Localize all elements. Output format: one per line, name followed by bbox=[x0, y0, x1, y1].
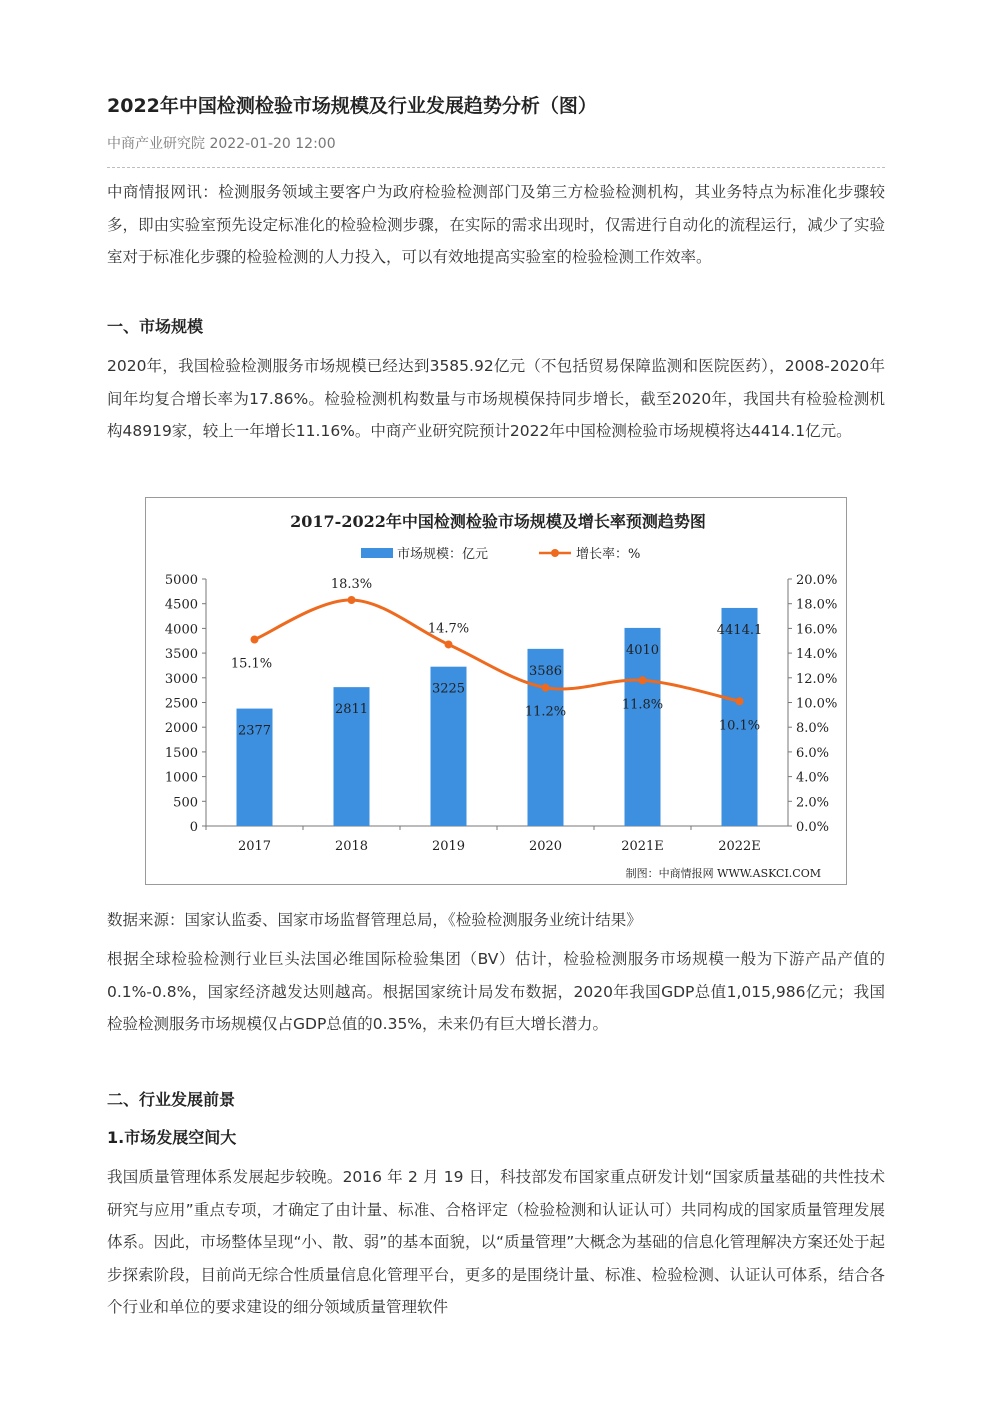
y-right-tick-label: 4.0% bbox=[796, 770, 830, 786]
x-tick-label: 2019 bbox=[431, 839, 466, 854]
data-labels bbox=[231, 577, 762, 739]
line-point bbox=[251, 636, 259, 644]
line-point bbox=[736, 697, 744, 705]
y-left-tick-label: 0 bbox=[189, 820, 198, 835]
y-right-tick-label: 2.0% bbox=[796, 795, 830, 811]
bar-value-label: 4010 bbox=[625, 642, 660, 658]
market-size-paragraph: 2020年，我国检验检测服务市场规模已经达到3585.92亿元（不包括贸易保障监测和医院医药），2008-2020年间年均复合增长率为17.86%。检验检测机构数量与市场规模保持同步增长，截至2020年，我国共有检验检测机构48919家，较上一年增长11.16%。中商产业研究院预计2022年中国检测检验市场规模将达4414.1亿元。 bbox=[107, 357, 885, 440]
y-left-tick-label: 4500 bbox=[164, 597, 198, 613]
bar-value-label: 2811 bbox=[334, 702, 369, 718]
line-value-label: 11.8% bbox=[621, 697, 664, 713]
line-value-label: 18.3% bbox=[330, 576, 373, 592]
divider bbox=[107, 167, 885, 168]
x-tick-label: 2020 bbox=[528, 839, 563, 854]
line-value-label: 11.2% bbox=[524, 704, 567, 720]
bar bbox=[722, 608, 758, 826]
data-source-note: 数据来源：国家认监委、国家市场监督管理总局，《检验检测服务业统计结果》 bbox=[107, 911, 642, 929]
y-right-tick-label: 6.0% bbox=[796, 745, 830, 761]
chart-title: 2017-2022年中国检测检验市场规模及增长率预测趋势图 bbox=[290, 512, 706, 531]
bar-value-label: 2377 bbox=[237, 723, 272, 739]
line-point bbox=[542, 684, 550, 692]
legend-label-bar: 市场规模：亿元 bbox=[397, 547, 489, 562]
y-left-tick-label: 4000 bbox=[164, 622, 198, 638]
chart-legend bbox=[361, 546, 640, 562]
outlook-paragraph: 我国质量管理体系发展起步较晚。2016 年 2 月 19 日，科技部发布国家重点研发计划“国家质量基础的共性技术研究与应用”重点专项，才确定了由计量、标准、合格评定（检验检测和认证认可）共同构成的国家质量管理发展体系。因此，市场整体呈现“小、散、弱”的基本面貌，以“质量管理”大概念为基础的信息化管理解决方案还处于起步探索阶段，目前尚无综合性质量信息化管理平台，更多的是围绕计量、标准、检验检测、认证认可体系，结合各个行业和单位的要求建设的细分领域质量管理软件 bbox=[107, 1168, 885, 1316]
y-right-tick-label: 20.0% bbox=[796, 573, 838, 588]
line-value-label: 14.7% bbox=[427, 621, 470, 637]
y-left-tick-label: 500 bbox=[173, 795, 198, 811]
x-tick-label: 2018 bbox=[334, 839, 369, 854]
y-left-tick-label: 3000 bbox=[164, 671, 198, 687]
x-tick-label: 2022E bbox=[718, 839, 761, 854]
line-point bbox=[639, 676, 647, 684]
y-left-tick-label: 3500 bbox=[164, 647, 198, 663]
section-heading-market-size: 一、市场规模 bbox=[107, 317, 204, 336]
line-point bbox=[445, 640, 453, 648]
y-right-tick-label: 18.0% bbox=[796, 597, 838, 613]
y-right-tick-label: 12.0% bbox=[796, 671, 838, 687]
y-left-tick-label: 1000 bbox=[164, 770, 198, 786]
y-right-tick-label: 0.0% bbox=[796, 820, 830, 835]
article-title: 2022年中国检测检验市场规模及行业发展趋势分析（图） bbox=[107, 95, 597, 117]
gdp-paragraph: 根据全球检验检测行业巨头法国必维国际检验集团（BV）估计，检验检测服务市场规模一般为下游产品产值的0.1%-0.8%，国家经济越发达则越高。根据国家统计局发布数据，2020年我国GDP总值1,015,986亿元；我国检验检测服务市场规模仅占GDP总值的0.35%，未来仍有巨大增长潜力。 bbox=[107, 950, 885, 1033]
growth-line bbox=[255, 600, 740, 701]
line-point bbox=[348, 596, 356, 604]
y-right-tick-label: 16.0% bbox=[796, 622, 838, 638]
bar-series bbox=[237, 608, 761, 826]
chart-credit: 制图：中商情报网 WWW.ASKCI.COM bbox=[625, 867, 821, 880]
y-right-tick-label: 8.0% bbox=[796, 721, 830, 737]
y-left-tick-label: 1500 bbox=[164, 745, 198, 761]
intro-paragraph: 中商情报网讯：检测服务领域主要客户为政府检验检测部门及第三方检验检测机构，其业务特点为标准化步骤较多，即由实验室预先设定标准化的检验检测步骤，在实际的需求出现时，仅需进行自动化的流程运行，减少了实验室对于标准化步骤的检验检测的人力投入，可以有效地提高实验室的检验检测工作效率。 bbox=[107, 183, 885, 266]
line-value-label: 10.1% bbox=[718, 718, 761, 734]
article-meta: 中商产业研究院 2022-01-20 12:00 bbox=[107, 136, 336, 152]
legend-label-line: 增长率：% bbox=[576, 547, 641, 562]
bar-value-label: 4414.1 bbox=[716, 622, 763, 638]
line-series bbox=[251, 596, 744, 705]
y-left-tick-label: 5000 bbox=[164, 573, 198, 588]
bar-value-label: 3225 bbox=[431, 681, 466, 697]
trend-chart bbox=[145, 497, 847, 885]
chart-svg bbox=[146, 498, 846, 884]
y-left-tick-label: 2000 bbox=[164, 721, 198, 737]
x-tick-label: 2017 bbox=[237, 839, 272, 854]
bar-value-label: 3586 bbox=[528, 663, 563, 679]
legend-swatch-marker bbox=[551, 549, 559, 557]
y-left-tick-label: 2500 bbox=[164, 696, 198, 712]
line-value-label: 15.1% bbox=[230, 656, 273, 672]
section-heading-outlook: 二、行业发展前景 bbox=[107, 1090, 236, 1109]
subsection-heading: 1.市场发展空间大 bbox=[107, 1128, 237, 1147]
y-right-tick-label: 14.0% bbox=[796, 647, 838, 663]
y-right-tick-label: 10.0% bbox=[796, 696, 838, 712]
x-tick-label: 2021E bbox=[621, 839, 664, 854]
legend-swatch-bar bbox=[361, 548, 393, 558]
